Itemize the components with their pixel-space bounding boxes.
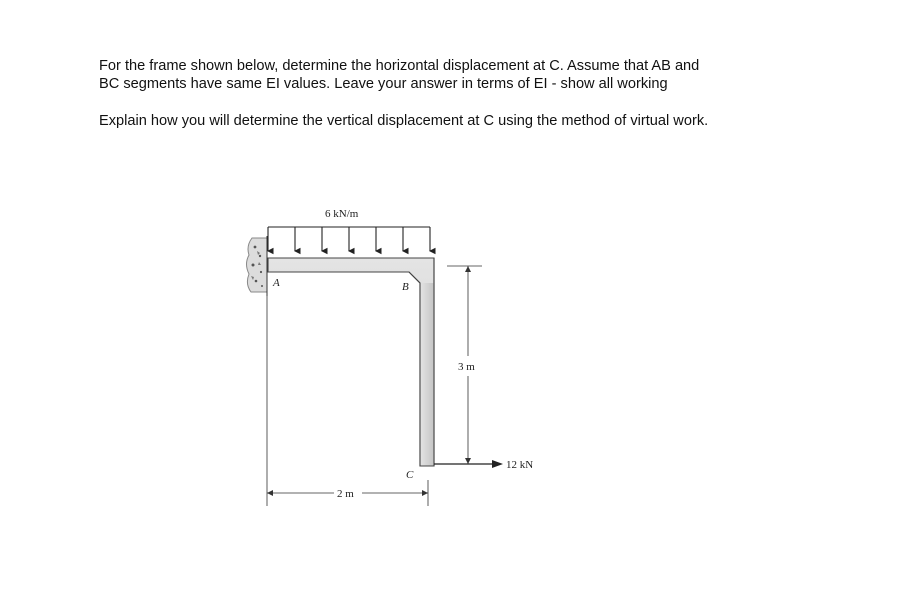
- point-c-label: C: [406, 469, 414, 481]
- span-label: 2 m: [337, 488, 354, 500]
- span-dimension: [267, 296, 428, 506]
- point-b-label: B: [402, 281, 409, 293]
- distributed-load: [268, 227, 430, 251]
- question-line-2: BC segments have same EI values. Leave your answer in terms of EI - show all working: [99, 76, 668, 92]
- question-line-1: For the frame shown below, determine the horizontal displacement at C. Assume that AB and: [99, 58, 700, 74]
- column-bc: [421, 283, 434, 466]
- height-label: 3 m: [458, 361, 475, 373]
- fixed-support: [247, 236, 268, 296]
- force-label: 12 kN: [506, 459, 534, 471]
- point-a-label: A: [273, 277, 280, 289]
- frame-member-abc: [268, 258, 434, 466]
- question-line-3: Explain how you will determine the vertical displacement at C using the method of virtual work.: [99, 113, 709, 129]
- load-label: 6 kN/m: [325, 208, 359, 220]
